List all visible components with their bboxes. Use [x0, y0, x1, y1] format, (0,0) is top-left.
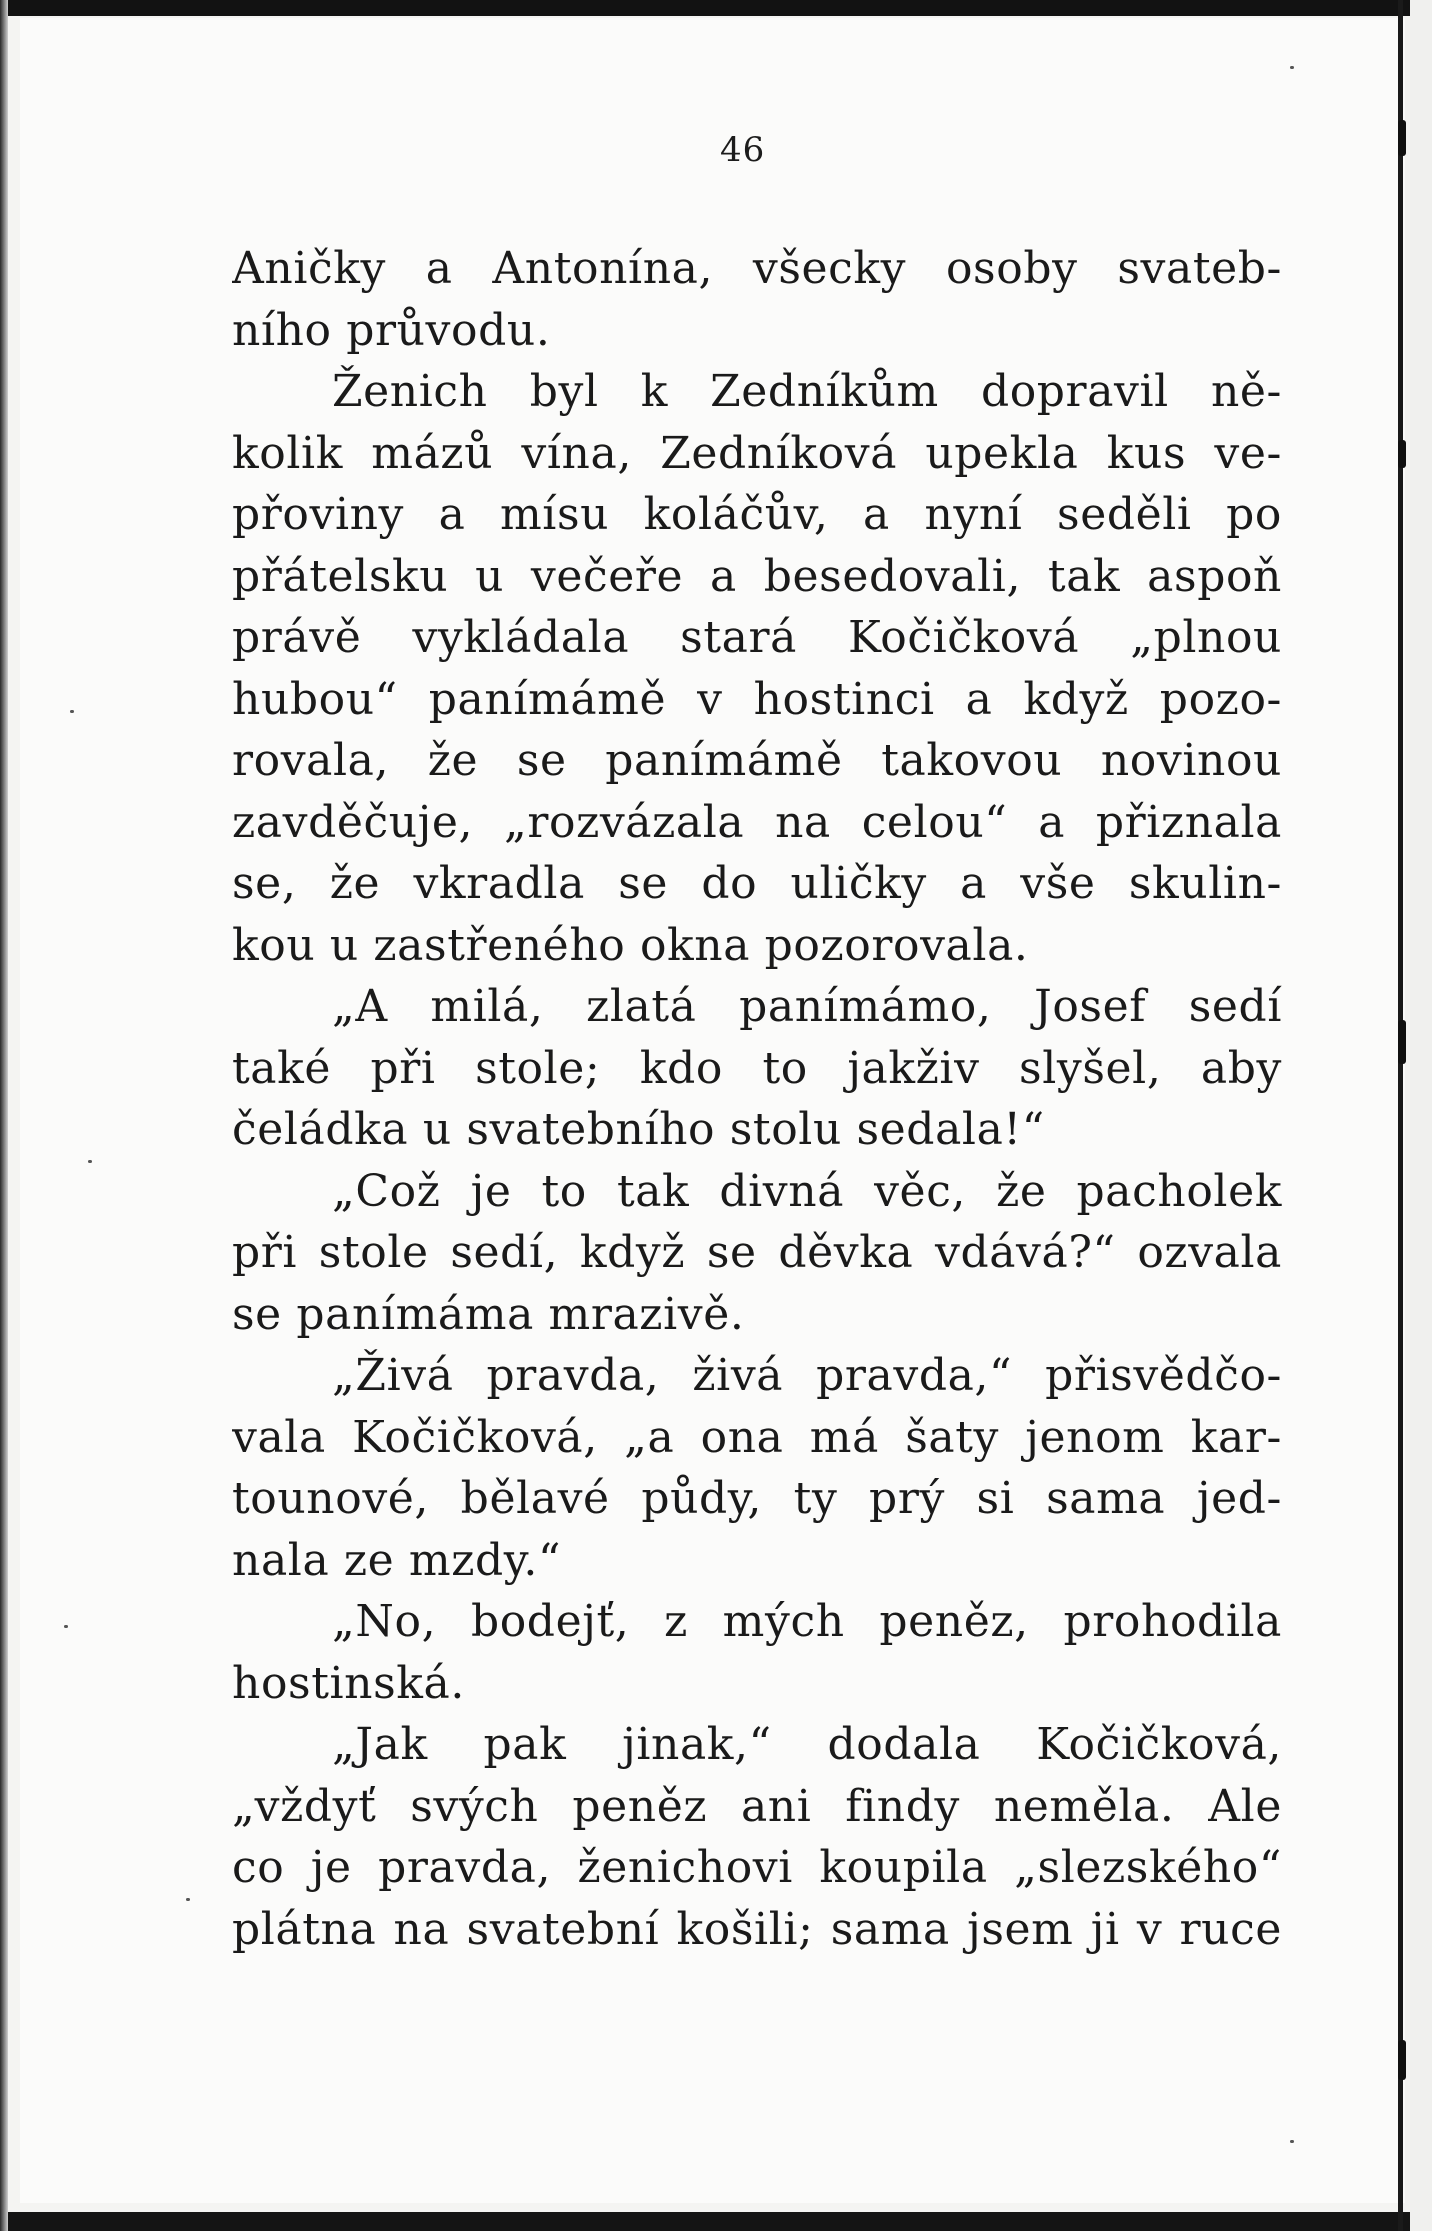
scan-left-edge — [0, 0, 8, 2231]
text-line: „Což je to tak divná věc, že pacholek — [332, 1165, 1282, 1217]
text-line: co je pravda, ženichovi koupila „slezského“ — [232, 1842, 1282, 1893]
text-line: Ženich byl k Zedníkům dopravil ně- — [332, 366, 1282, 417]
text-line: kou u zastřeného okna pozorovala. — [232, 919, 1029, 971]
text-line: zavděčuje, „rozvázala na celou“ a přiznala — [232, 796, 1282, 848]
binding-mark — [1398, 1020, 1406, 1064]
scan-speck — [70, 710, 74, 713]
text-line: také při stole; kdo to jakživ slyšel, aby — [232, 1042, 1282, 1094]
text-line: vala Kočičková, „a ona má šaty jenom kar- — [232, 1411, 1282, 1463]
scan-speck — [64, 1625, 68, 1628]
text-line: Aničky a Antonína, všecky osoby svateb- — [232, 243, 1282, 294]
page-binding-edge — [1398, 0, 1403, 2231]
text-line: „No, bodejť, z mých peněz, prohodila — [332, 1596, 1282, 1647]
page-number: 46 — [720, 130, 766, 170]
text-line: se panímáma mrazivě. — [232, 1288, 745, 1340]
scan-speck — [186, 1898, 190, 1901]
scan-right-margin — [1410, 0, 1432, 2231]
text-line: ního průvodu. — [232, 304, 551, 356]
text-line: přoviny a mísu koláčův, a nyní seděli po — [232, 489, 1282, 540]
text-line: „vždyť svých peněz ani findy neměla. Ale — [232, 1780, 1282, 1832]
text-line: nala ze mzdy.“ — [232, 1534, 562, 1586]
scan-speck — [1290, 66, 1294, 69]
text-line: rovala, že se panímámě takovou novinou — [232, 735, 1282, 786]
text-line: právě vykládala stará Kočičková „plnou — [232, 612, 1282, 663]
text-line: „Živá pravda, živá pravda,“ přisvědčo- — [332, 1350, 1282, 1401]
text-line: při stole sedí, když se děvka vdává?“ ozvala — [232, 1227, 1282, 1278]
text-line: kolik mázů vína, Zedníková upekla kus ve- — [232, 427, 1282, 479]
text-line: „Jak pak jinak,“ dodala Kočičková, — [332, 1719, 1282, 1770]
text-line: hostinská. — [232, 1657, 465, 1709]
text-line: plátna na svatební košili; sama jsem ji v ruce — [232, 1903, 1282, 1955]
text-line: přátelsku u večeře a besedovali, tak aspoň — [232, 550, 1282, 602]
body-text — [232, 238, 1282, 1960]
text-line: čeládka u svatebního stolu sedala!“ — [232, 1104, 1045, 1155]
scan-speck — [88, 1160, 92, 1163]
text-line: tounové, bělavé půdy, ty prý si sama jed- — [232, 1473, 1282, 1524]
binding-mark — [1398, 440, 1406, 468]
text-line: hubou“ panímámě v hostinci a když pozo- — [232, 673, 1282, 725]
binding-mark — [1398, 2040, 1406, 2080]
scan-speck — [1290, 2140, 1294, 2143]
scan-bottom-edge — [0, 2212, 1432, 2231]
text-line: se, že vkradla se do uličky a vše skulin- — [232, 858, 1282, 909]
binding-mark — [1398, 120, 1406, 156]
scan-top-edge — [0, 0, 1432, 16]
text-line: „A milá, zlatá panímámo, Josef sedí — [332, 981, 1282, 1032]
